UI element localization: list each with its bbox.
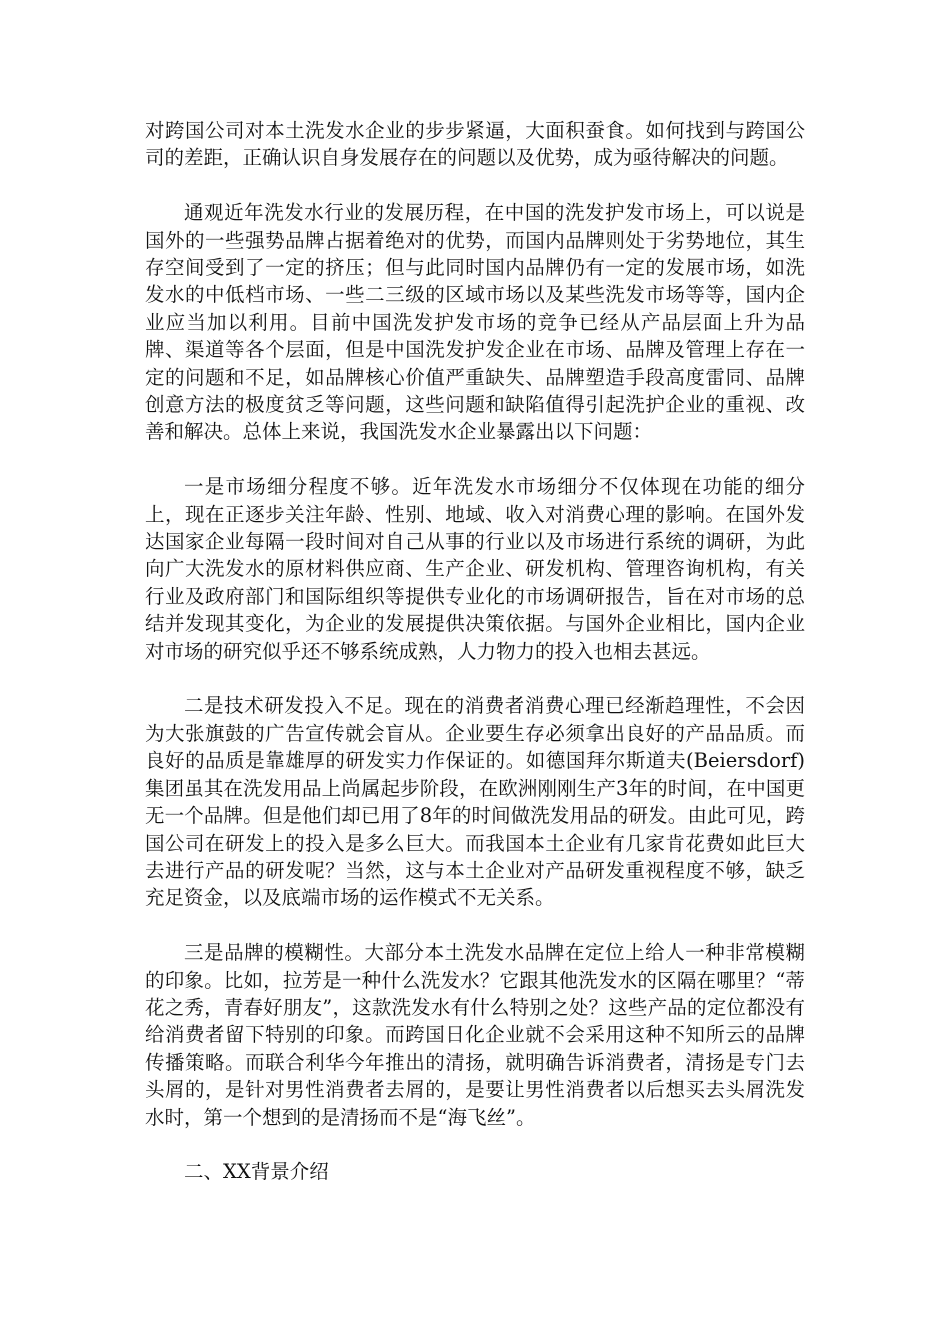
paragraph-industry-overview: 通观近年洗发水行业的发展历程，在中国的洗发护发市场上，可以说是国外的一些强势品牌占据着绝对的优势，而国内品牌则处于劣势地位，其生存空间受到了一定的挤压；但与此同时国内品牌仍有一定的发展市场，如洗发水的中低档市场、一些二三级的区域市场以及某些洗发市场等等，国内企业应当加以利用。目前中国洗发护发市场的竞争已经从产品层面上升为品牌、渠道等各个层面，但是中国洗发护发企业在市场、品牌及管理上存在一定的问题和不足，如品牌核心价值严重缺失、品牌塑造手段高度雷同、品牌创意方法的极度贫乏等问题，这些问题和缺陷值得引起洗护企业的重视、改善和解决。总体上来说，我国洗发水企业暴露出以下问题：	[145, 201, 805, 444]
paragraph-issue-rd-investment: 二是技术研发投入不足。现在的消费者消费心理已经渐趋理性，不会因为大张旗鼓的广告宣传就会盲从。企业要生存必须拿出良好的产品品质。而良好的品质是靠雄厚的研发实力作保证的。如德国拜尔斯道夫(Beiersdorf)集团虽其在洗发用品上尚属起步阶段，在欧洲刚刚生产3年的时间，在中国更无一个品牌。但是他们却已用了8年的时间做洗发用品的研发。由此可见，跨国公司在研发上的投入是多么巨大。而我国本土企业有几家肯花费如此巨大去进行产品的研发呢？当然，这与本土企业对产品研发重视程度不够，缺乏充足资金，以及底端市场的运作模式不无关系。	[145, 694, 805, 910]
paragraph-intro: 对跨国公司对本土洗发水企业的步步紧逼，大面积蚕食。如何找到与跨国公司的差距，正确认识自身发展存在的问题以及优势，成为亟待解决的问题。	[145, 119, 805, 170]
section-heading: 二、XX背景介绍	[184, 1160, 329, 1184]
paragraph-issue-brand-ambiguity: 三是品牌的模糊性。大部分本土洗发水品牌在定位上给人一种非常模糊的印象。比如，拉芳是一种什么洗发水？它跟其他洗发水的区隔在哪里？“蒂花之秀，青春好朋友”，这款洗发水有什么特别之处？这些产品的定位都没有给消费者留下特别的印象。而跨国日化企业就不会采用这种不知所云的品牌传播策略。而联合利华今年推出的清扬，就明确告诉消费者，清扬是专门去头屑的，是针对男性消费者去屑的，是要让男性消费者以后想买去头屑洗发水时，第一个想到的是清扬而不是“海飞丝”。	[145, 941, 805, 1129]
paragraph-issue-market-segmentation: 一是市场细分程度不够。近年洗发水市场细分不仅体现在功能的细分上，现在正逐步关注年龄、性别、地域、收入对消费心理的影响。在国外发达国家企业每隔一段时间对自己从事的行业以及市场进行系统的调研，为此向广大洗发水的原材料供应商、生产企业、研发机构、管理咨询机构，有关行业及政府部门和国际组织等提供专业化的市场调研报告，旨在对市场的总结并发现其变化，为企业的发展提供决策依据。与国外企业相比，国内企业对市场的研究似乎还不够系统成熟，人力物力的投入也相去甚远。	[145, 475, 805, 663]
document-page	[145, 117, 805, 1186]
